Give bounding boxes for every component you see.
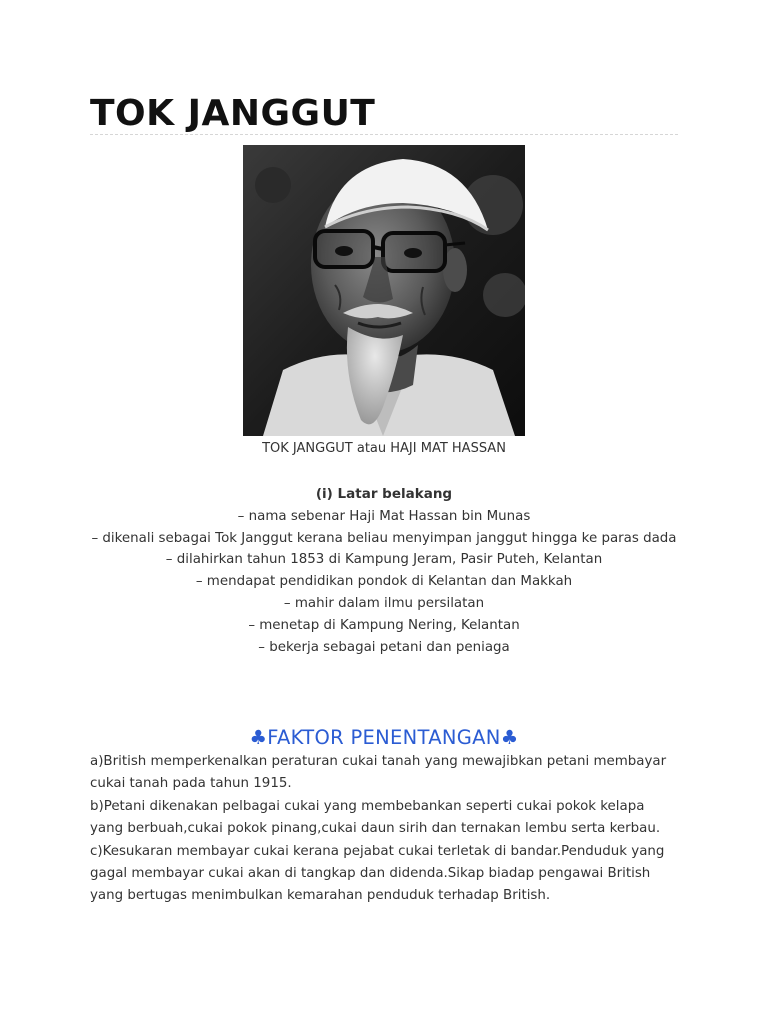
background-heading: (i) Latar belakang <box>315 486 453 502</box>
background-line: – menetap di Kampung Nering, Kelantan <box>248 617 520 633</box>
page-title: TOK JANGGUT <box>90 93 376 134</box>
factors-heading <box>90 724 678 752</box>
background-line: – dikenali sebagai Tok Janggut kerana beliau menyimpan janggut hingga ke paras dada <box>91 530 677 546</box>
document-page <box>90 0 678 1024</box>
factor-paragraph: c)Kesukaran membayar cukai kerana pejabat cukai terletak di bandar.Penduduk yang gagal membayar cukai akan di tangkap dan didenda.Sikap biadap pengawai British yang bertugas menimbulkan kemarahan penduduk terhadap British. <box>90 843 665 904</box>
background-line: – bekerja sebagai petani dan peniaga <box>258 639 510 655</box>
factors-heading-text: FAKTOR PENENTANGAN <box>267 726 501 749</box>
portrait-caption: TOK JANGGUT atau HAJI MAT HASSAN <box>262 441 506 456</box>
background-line: – nama sebenar Haji Mat Hassan bin Munas <box>237 508 531 524</box>
background-line: – mendapat pendidikan pondok di Kelantan dan Makkah <box>195 574 573 590</box>
factors-section <box>90 751 678 908</box>
background-line: – mahir dalam ilmu persilatan <box>283 595 485 611</box>
portrait-photo <box>243 145 525 436</box>
background-line: – dilahirkan tahun 1853 di Kampung Jeram, Pasir Puteh, Kelantan <box>165 552 603 568</box>
factor-paragraph: b)Petani dikenakan pelbagai cukai yang membebankan seperti cukai pokok kelapa yang berbuah,cukai pokok pinang,cukai daun sirih dan ternakan lembu serta kerbau. <box>90 798 661 837</box>
factor-paragraph: a)British memperkenalkan peraturan cukai tanah yang mewajibkan petani membayar cukai tanah pada tahun 1915. <box>90 754 667 792</box>
background-section <box>90 484 678 658</box>
title-divider <box>90 134 678 135</box>
club-suit-icon: ♣ <box>500 726 519 749</box>
club-suit-icon: ♣ <box>249 726 268 749</box>
